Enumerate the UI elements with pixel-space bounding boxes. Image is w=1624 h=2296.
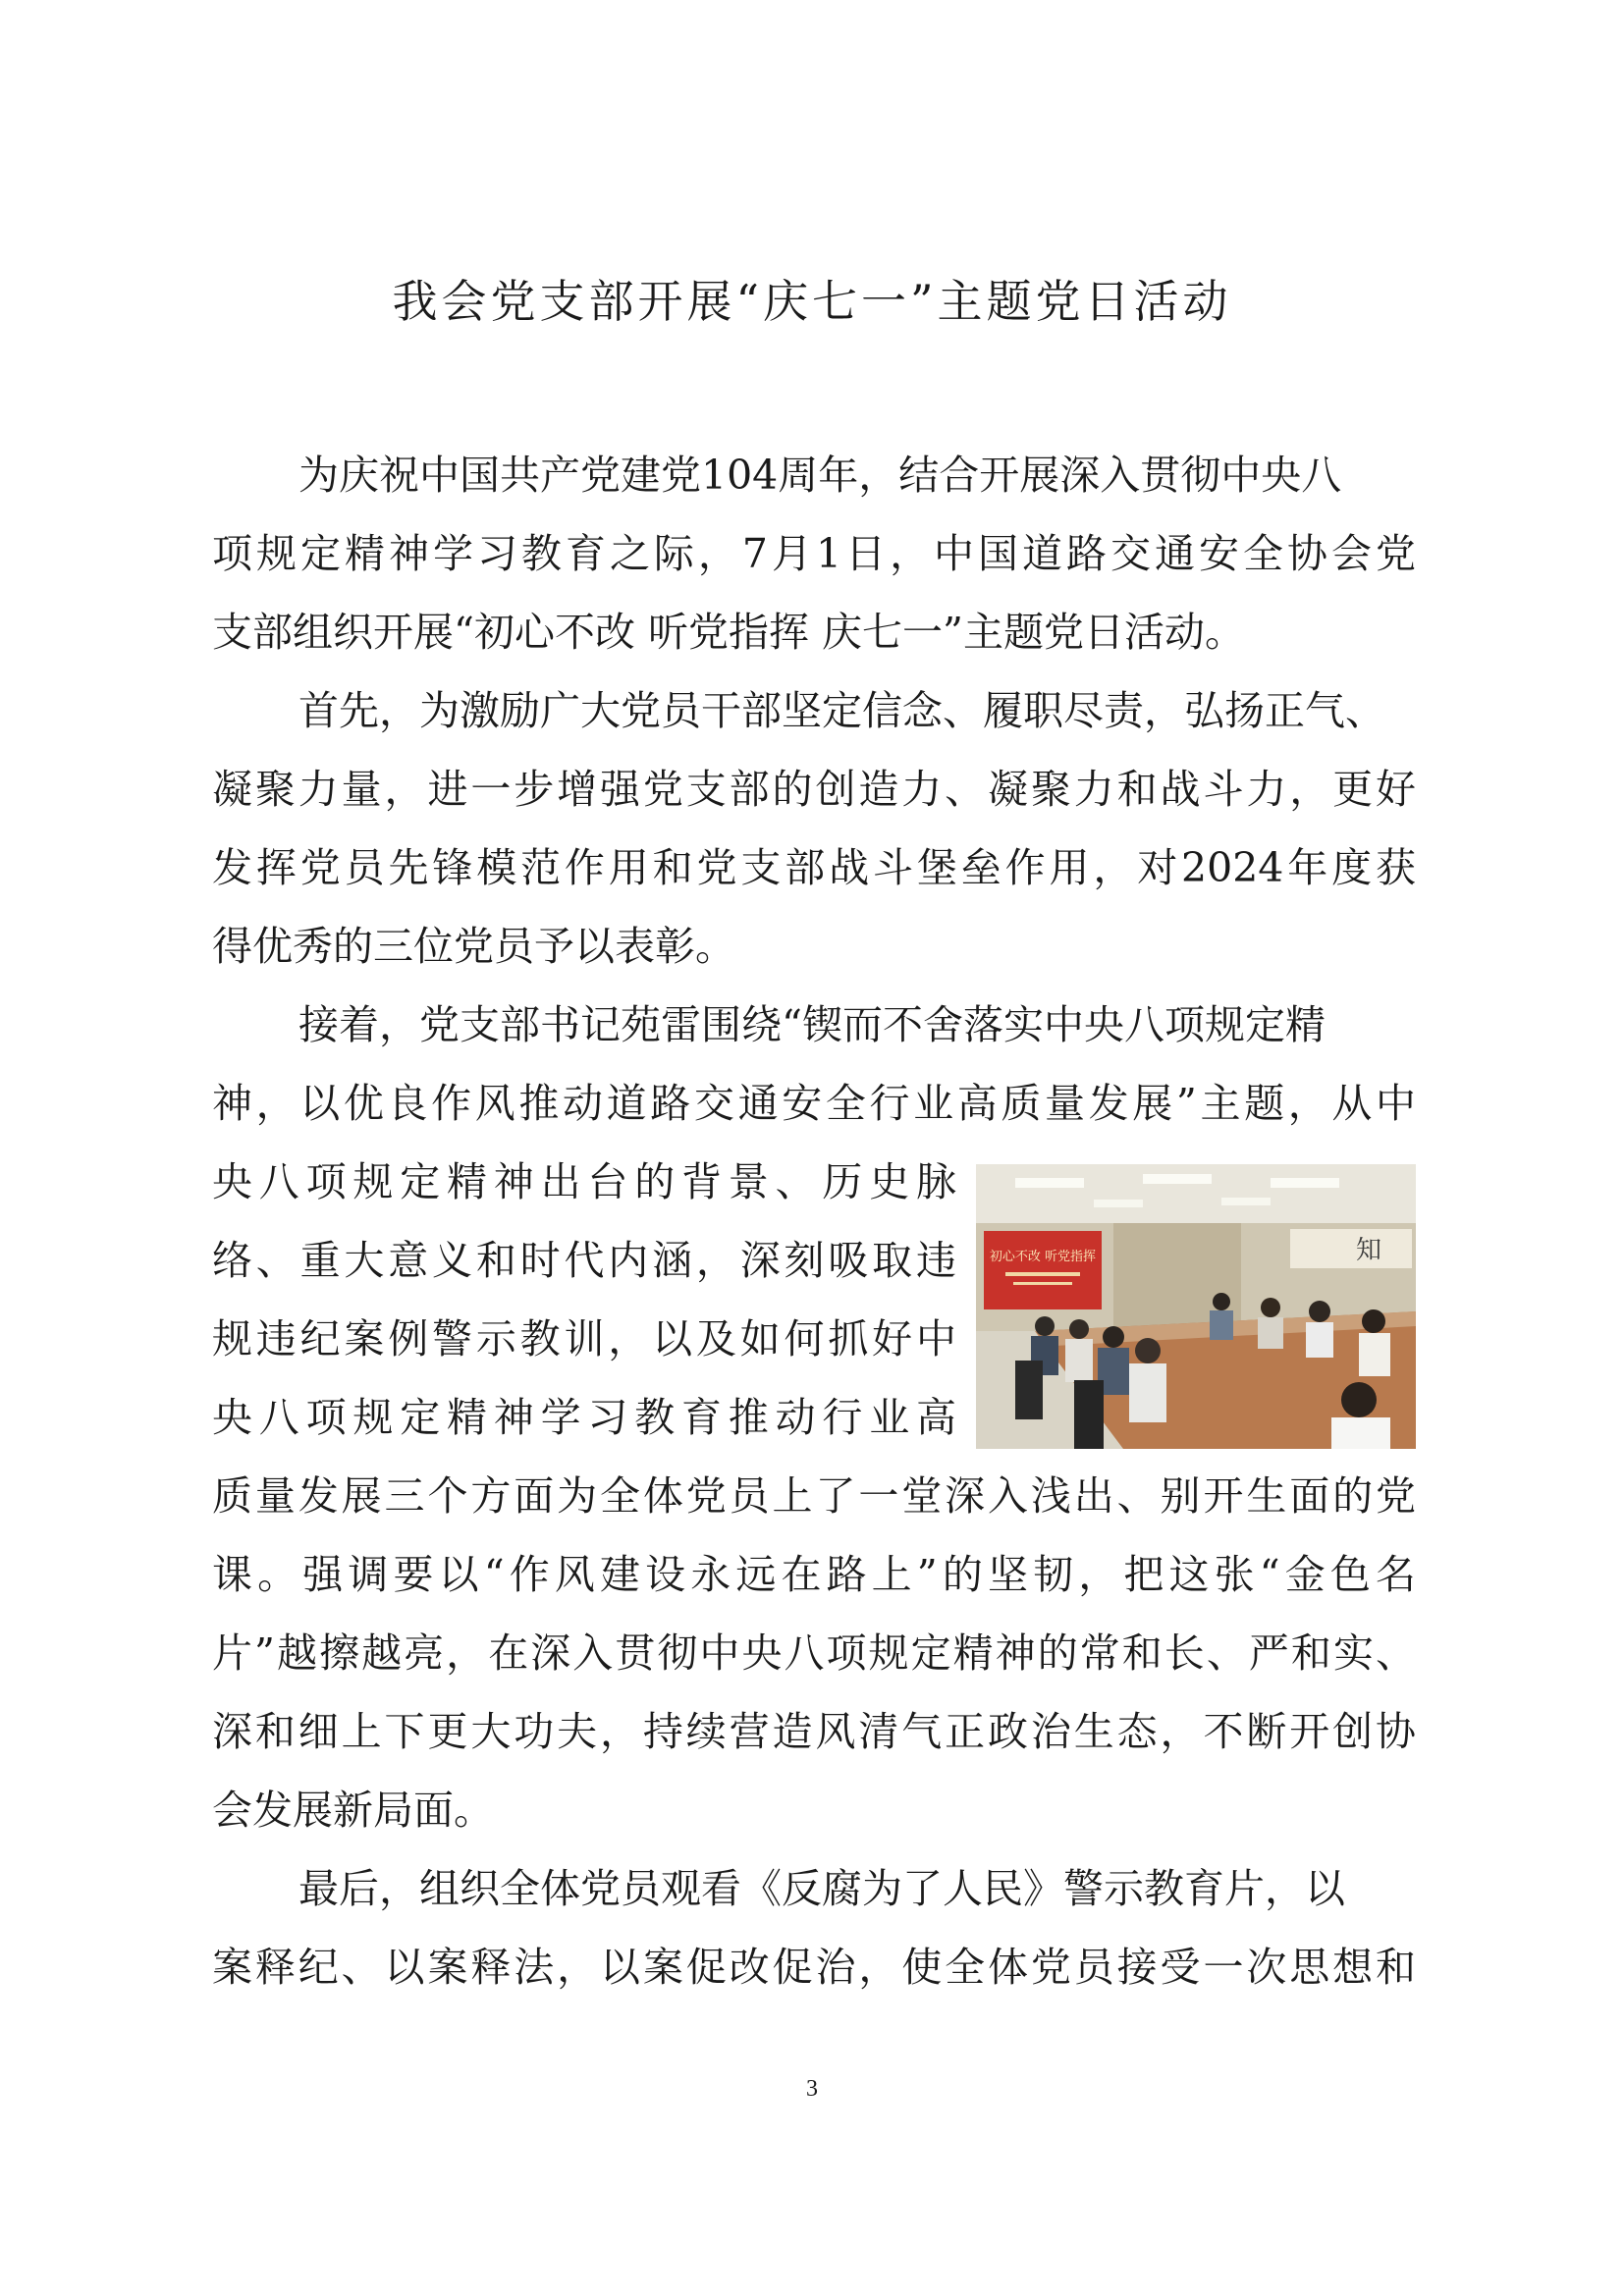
banner-text: 初心不改 听党指挥 <box>989 1250 1097 1264</box>
paragraph-line: 深和细上下更大功夫，持续营造风清气正政治生态，不断开创协 <box>212 1708 1416 1755</box>
paragraph-line: 会发展新局面。 <box>212 1787 494 1834</box>
paragraph-line: 央八项规定精神学习教育推动行业高 <box>212 1394 956 1441</box>
paragraph-line: 央八项规定精神出台的背景、历史脉 <box>212 1158 956 1205</box>
paragraph-line: 规违纪案例警示教训，以及如何抓好中 <box>212 1315 956 1362</box>
meeting-photo <box>976 1164 1416 1449</box>
paragraph-line: 最后，组织全体党员观看《反腐为了人民》警示教育片，以 <box>298 1865 1345 1912</box>
paragraph-line: 质量发展三个方面为全体党员上了一堂深入浅出、别开生面的党 <box>212 1472 1416 1520</box>
paragraph-line: 接着，党支部书记苑雷围绕“锲而不舍落实中央八项规定精 <box>298 1001 1326 1048</box>
paragraph-line: 支部组织开展“初心不改 听党指挥 庆七一”主题党日活动。 <box>212 609 1245 656</box>
paragraph-line: 案释纪、以案释法，以案促改促治，使全体党员接受一次思想和 <box>212 1944 1416 1991</box>
paragraph-line: 络、重大意义和时代内涵，深刻吸取违 <box>212 1237 956 1284</box>
paragraph-line: 课。强调要以“作风建设永远在路上”的坚韧，把这张“金色名 <box>212 1551 1416 1598</box>
paragraph-line: 首先，为激励广大党员干部坚定信念、履职尽责，弘扬正气、 <box>298 687 1385 734</box>
page-number: 3 <box>806 2076 818 2102</box>
paragraph-line: 得优秀的三位党员予以表彰。 <box>212 923 735 970</box>
page-title: 我会党支部开展“庆七一”主题党日活动 <box>392 275 1232 328</box>
wall-calligraphy: 知 <box>1355 1236 1382 1265</box>
paragraph-line: 凝聚力量，进一步增强党支部的创造力、凝聚力和战斗力，更好 <box>212 766 1416 813</box>
paragraph-line: 神，以优良作风推动道路交通安全行业高质量发展”主题，从中 <box>212 1080 1416 1127</box>
paragraph-line: 片”越擦越亮，在深入贯彻中央八项规定精神的常和长、严和实、 <box>212 1629 1416 1677</box>
paragraph-line: 发挥党员先锋模范作用和党支部战斗堡垒作用，对2024年度获 <box>212 844 1416 891</box>
paragraph-line: 项规定精神学习教育之际，7月1日，中国道路交通安全协会党 <box>212 530 1416 577</box>
paragraph-line: 为庆祝中国共产党建党104周年，结合开展深入贯彻中央八 <box>298 452 1342 499</box>
